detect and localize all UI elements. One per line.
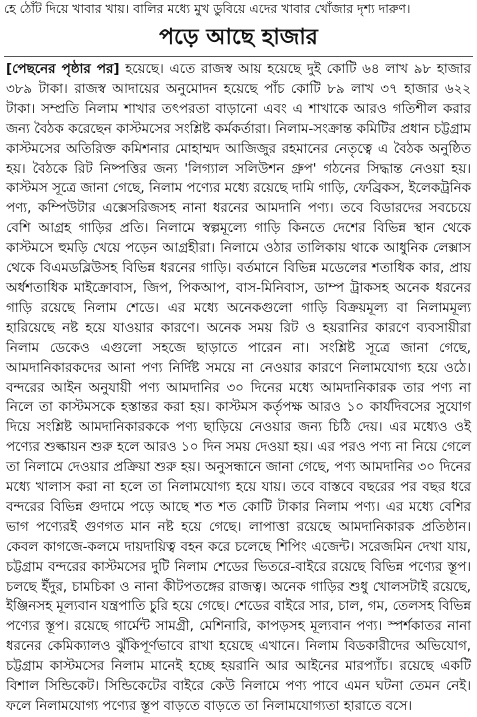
previous-article-tail: হে ঠোঁট দিয়ে খাবার খায়। বালির মধ্যে মুখ ডুবিয়ে এদের খাবার খোঁজার দৃশ্য দারুণ।: [4, 1, 411, 16]
continued-from-label: [পেছনের পৃষ্ঠার পর]: [6, 62, 120, 77]
article-headline: পড়ে আছে হাজার: [159, 25, 318, 50]
article-body-text: হয়েছে। এতে রাজস্ব আয় হয়েছে দুই কোটি ৬৪ লাখ ৯৮ হাজার ৩৮৯ টাকা। রাজস্ব আদায়ের অনুমোদন হয়েছে পাঁচ কোটি ৮৯ লাখ ৩৭ হাজার ৬২২ টাকা। সম্প্রতি নিলাম শাখার তৎপরতা বাড়ানো এবং এ শাখাকে আরও গতিশীল করার জন্য বৈঠক করেছেন কাস্টমসের সংশ্লিষ্ট কর্মকর্তারা। নিলাম-সংক্রান্ত কমিটির প্রধান চট্টগ্রাম কাস্টমসের অতিরিক্ত কমিশনার মোহাম্মদ আজিজুর রহমানের নেতৃত্বে এ বৈঠক অনুষ্ঠিত হয়। বৈঠকে রিট নিষ্পত্তির জন্য 'লিগ্যাল সলিউশন গ্রুপ' গঠনের সিদ্ধান্ত নেওয়া হয়। কাস্টমস সূত্রে জানা গেছে, নিলাম পণ্যের মধ্যে রয়েছে দামি গাড়ি, ফেব্রিকস, ইলেকট্রনিক পণ্য, কম্পিউটার এক্সেসরিজসহ নানা ধরনের আমদানি পণ্য। তবে বিডারদের সবচেয়ে বেশি আগ্রহ গাড়ির প্রতি। নিলামে স্বল্পমূল্যে গাড়ি কিনতে দেশের বিভিন্ন স্থান থেকে কাস্টমসে হুমড়ি খেয়ে পড়েন আগ্রহীরা। নিলামে ওঠার তালিকায় থাকে আধুনিক লেক্সাস থেকে বিএমডব্লিউসহ বিভিন্ন ধরনের গাড়ি। বর্তমানে বিভিন্ন মডেলের শতাধিক কার, প্রায় অর্ধশতাধিক মাইক্রোবাস, জিপ, পিকআপ, বাস-মিনিবাস, ডাম্প ট্রাকসহ অনেক ধরনের গাড়ি রয়েছে নিলাম শেডে। এর মধ্যে অনেকগুলো গাড়ি বিক্রয়মূল্য বা নিলামমূল্য হারিয়েছে নষ্ট হয়ে যাওয়ার কারণে। অনেক সময় রিট ও হয়রানির কারণে ব্যবসায়ীরা নিলাম ডেকেও এগুলো সহজে ছাড়াতে পারেন না। সংশ্লিষ্ট সূত্রে জানা গেছে, আমদানিকারকদের আনা পণ্য নির্দিষ্ট সময়ে না নেওয়ার কারণে নিলামযোগ্য হয়ে ওঠে। বন্দরের আইন অনুযায়ী পণ্য আমদানির ৩০ দিনের মধ্যে আমদানিকারক তার পণ্য না নিলে তা কাস্টমসকে হস্তান্তর করা হয়। কাস্টমস কর্তৃপক্ষ আরও ১০ কার্যদিবসের সুযোগ দিয়ে সংশ্লিষ্ট আমদানিকারককে পণ্য ছাড়িয়ে নেওয়ার জন্য চিঠি দেয়। এর মধ্যেও ওই পণ্যের শুল্কায়ন শুরু হলে আরও ১০ দিন সময় দেওয়া হয়। এর পরও পণ্য না নিয়ে গেলে তা নিলামে দেওয়ার প্রক্রিয়া শুরু হয়। অনুসন্ধানে জানা গেছে, পণ্য আমদানির ৩০ দিনের মধ্যে খালাস করা না হলে তা নিলামযোগ্য হয়ে যায়। তবে বাস্তবে বছরের পর বছর ধরে বন্দরের বিভিন্ন গুদামে পড়ে আছে শত শত কোটি টাকার নিলাম পণ্য। এর মধ্যে বেশির ভাগ পণ্যেরই গুণগত মান নষ্ট হয়ে গেছে। লাপাত্তা রয়েছে আমদানিকারক প্রতিষ্ঠান। কেবল কাগজে-কলমে দায়দায়িত্ব বহন করে চলেছে শিপিং এজেন্ট। সরেজমিন দেখা যায়, চট্টগ্রাম বন্দরের কাস্টমসের দুটি নিলাম শেডের ভিতরে-বাইরে রয়েছে বিভিন্ন পণ্যের স্তূপ। চলছে ইঁদুর, চামচিকা ও নানা কীটপতঙ্গের রাজত্ব। অনেক গাড়ির শুধু খোলসটাই রয়েছে, ইঞ্জিনসহ মূল্যবান যন্ত্রপাতি চুরি হয়ে গেছে। শেডের বাইরে সার, চাল, গম, তেলসহ বিভিন্ন পণ্যের স্তূপ। রয়েছে গার্মেন্ট সামগ্রী, মেশিনারি, কাপড়সহ মূল্যবান পণ্য। স্পর্শকাতর নানা ধরনের কেমিক্যালও ঝুঁকিপূর্ণভাবে রাখা হয়েছে এখানে। নিলাম বিডকারীদের অভিযোগ, চট্টগ্রাম কাস্টমসের নিলাম মানেই হচ্ছে হয়রানি আর আইনের মারপ্যাঁচ। রয়েছে একটি বিশাল সিন্ডিকেট। সিন্ডিকেটের বাইরে কেউ নিলামে পণ্য পাবে এমন ঘটনা তেমন নেই। ফলে নিলামযোগ্য পণ্যের স্তূপ বাড়তে বাড়তে তা নিলামযোগ্যতা হারাতে বসে।: [6, 62, 471, 714]
article-body: [6, 60, 471, 714]
headline-divider: [4, 56, 473, 57]
